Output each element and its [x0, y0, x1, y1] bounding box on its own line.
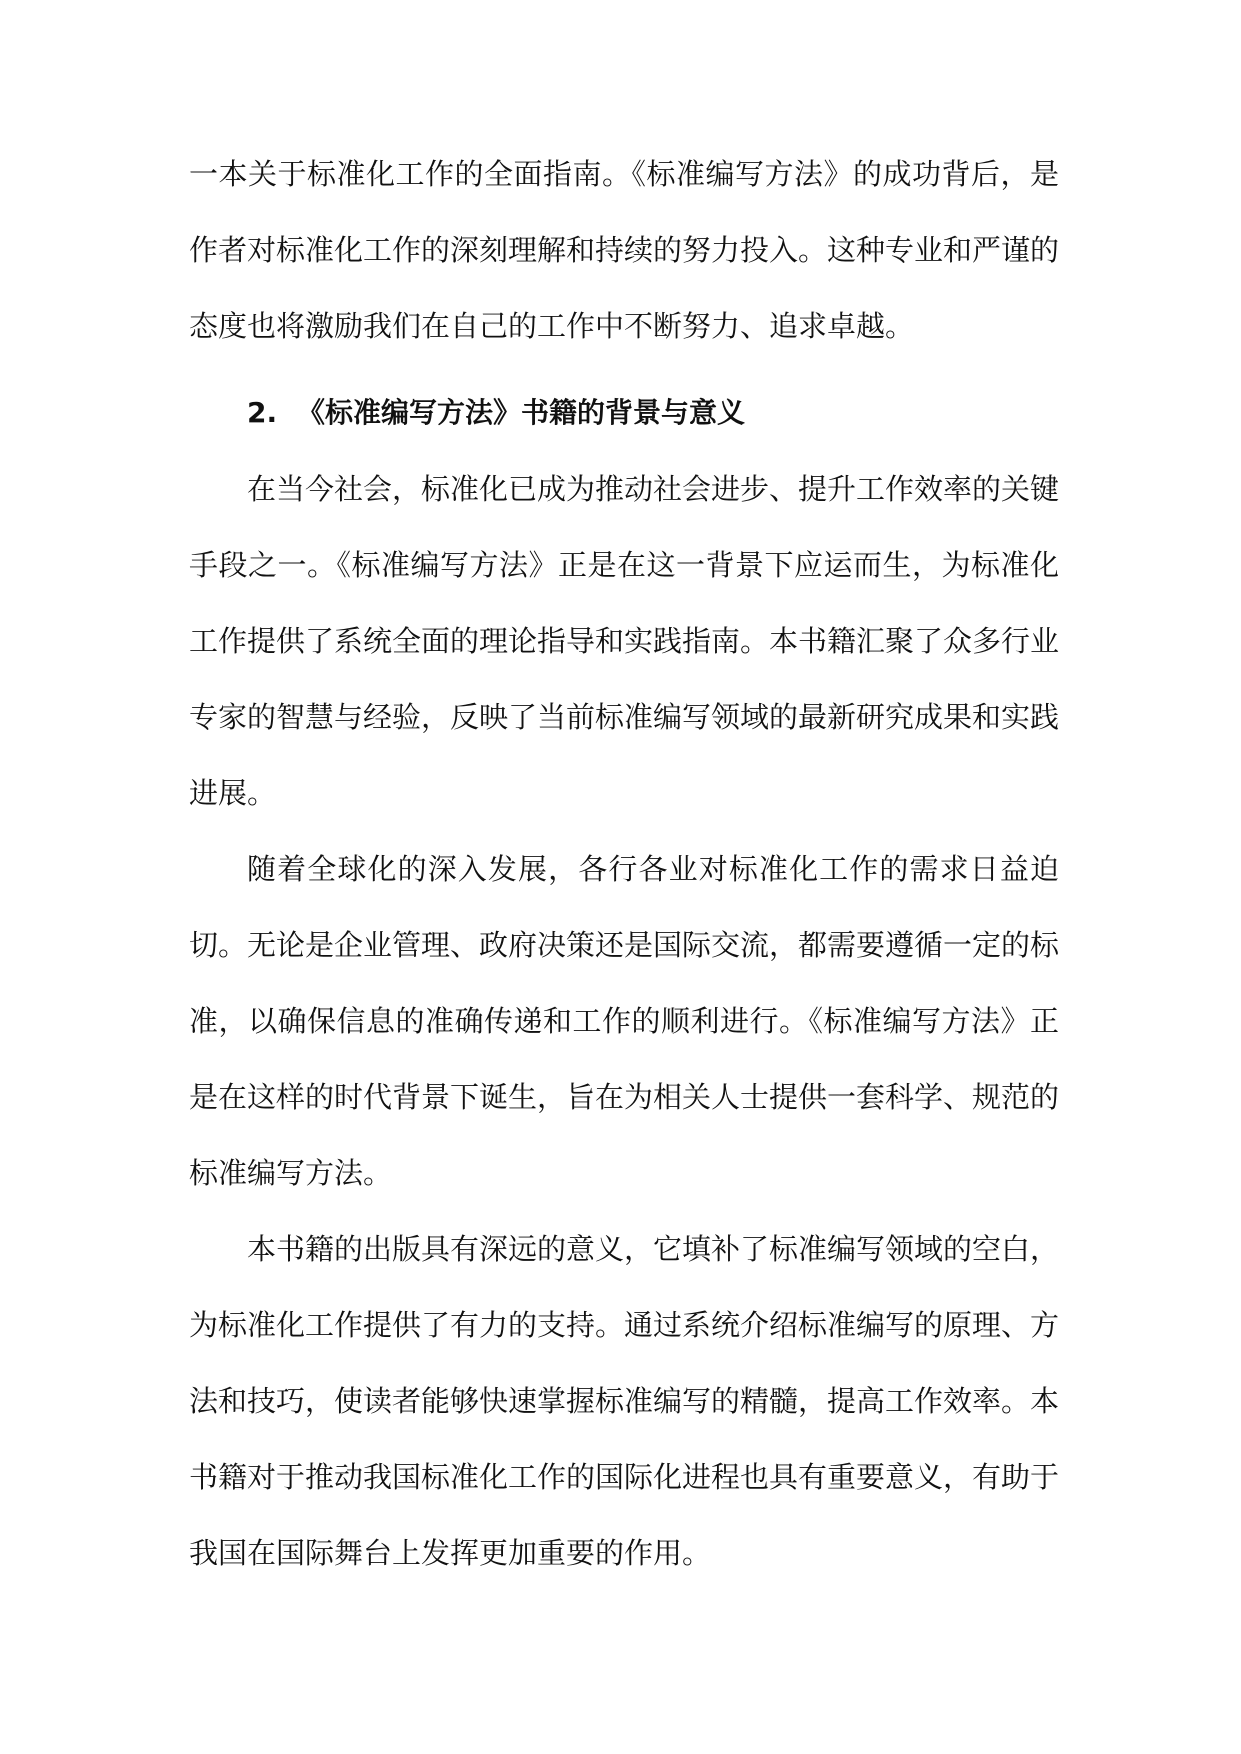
section-heading	[189, 375, 1059, 451]
body-paragraph-2: 随着全球化的深入发展，各行各业对标准化工作的需求日益迫切。无论是企业管理、政府决策还是国际交流，都需要遵循一定的标准，以确保信息的准确传递和工作的顺利进行。《标准编写方法》正是在这样的时代背景下诞生，旨在为相关人士提供一套科学、规范的标准编写方法。	[189, 852, 1060, 1190]
intro-paragraph: 一本关于标准化工作的全面指南。《标准编写方法》的成功背后，是作者对标准化工作的深刻理解和持续的努力投入。这种专业和严谨的态度也将激励我们在自己的工作中不断努力、追求卓越。	[189, 157, 1060, 343]
section-number: 2.	[247, 396, 278, 429]
body-paragraph-3: 本书籍的出版具有深远的意义，它填补了标准编写领域的空白，为标准化工作提供了有力的支持。通过系统介绍标准编写的原理、方法和技巧，使读者能够快速掌握标准编写的精髓，提高工作效率。本书籍对于推动我国标准化工作的国际化进程也具有重要意义，有助于我国在国际舞台上发挥更加重要的作用。	[189, 1232, 1060, 1570]
section-title: 《标准编写方法》书籍的背景与意义	[297, 396, 746, 429]
document-body	[189, 136, 1059, 1591]
body-paragraph-1: 在当今社会，标准化已成为推动社会进步、提升工作效率的关键手段之一。《标准编写方法》正是在这一背景下应运而生，为标准化工作提供了系统全面的理论指导和实践指南。本书籍汇聚了众多行业专家的智慧与经验，反映了当前标准编写领域的最新研究成果和实践进展。	[189, 472, 1060, 810]
